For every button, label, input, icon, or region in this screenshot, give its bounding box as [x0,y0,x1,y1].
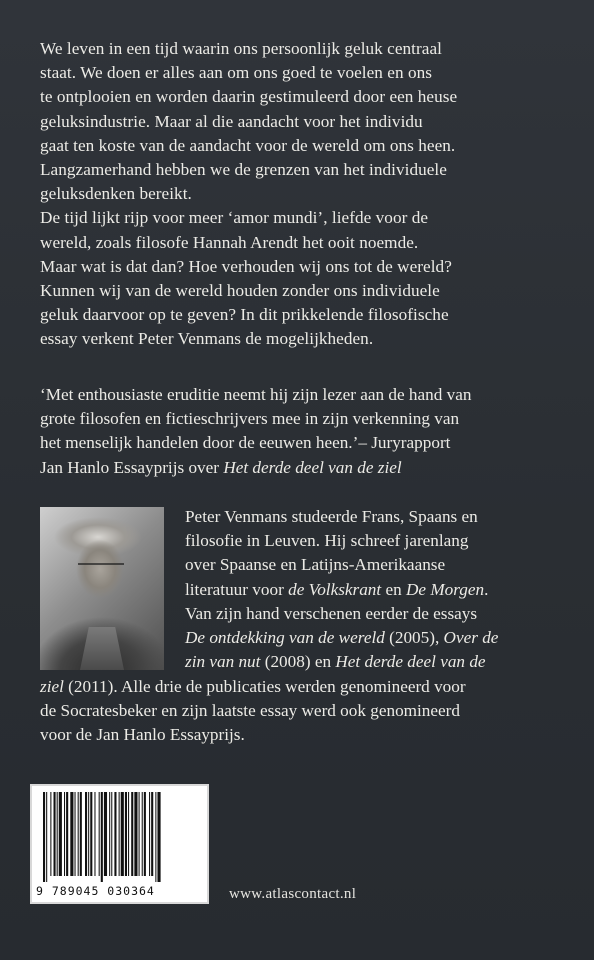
bio-text: (2011). Alle drie de publicaties werden genomineerd voor [63,677,466,696]
blurb-line: geluksdenken bereikt. [40,184,192,204]
bio-text: . [484,579,489,599]
author-photo-glasses [78,563,124,577]
blurb-line: Maar wat is dat dan? Hoe verhouden wij ons tot de wereld? [40,256,452,276]
blurb-line: gaat ten koste van de aandacht voor de wereld om ons heen. [40,135,456,155]
barcode-bar [119,792,120,876]
bio-line: filosofie in Leuven. Hij schreef jarenlang [185,531,469,551]
barcode-bar [99,792,100,876]
blurb-line: te ontplooien en worden daarin gestimuleerd door een heuse [40,87,458,107]
barcode-bar [75,792,76,876]
barcode-bar [155,792,156,882]
bio-text: literatuur voor [185,579,289,599]
newspaper-title: De Morgen [406,579,485,599]
barcode-bar [94,792,95,876]
blurb-text [40,37,570,352]
barcode-bar [59,792,62,876]
isbn-barcode [30,784,209,904]
barcode-bar [46,792,47,882]
barcode-bar [104,792,107,876]
bio-line [40,675,580,699]
barcode-bar [125,792,127,876]
quote-line: grote filosofen en fictieschrijvers mee in zijn verkenning van [40,409,460,429]
barcode-bar [111,792,112,876]
author-bio-continued [40,675,580,748]
essay-title: zin van nut [185,652,261,672]
barcode-bar [54,792,56,876]
barcode-bar [128,792,129,876]
barcode-bar [43,792,45,882]
jury-quote [40,383,570,480]
barcode-bar [57,792,58,876]
essay-title: De ontdekking van de wereld [185,628,385,648]
barcode-bar [80,792,82,876]
newspaper-title: de Volkskrant [288,579,382,599]
barcode-bar [134,792,137,876]
barcode-bar [85,792,87,876]
barcode-digits: 9 789045 030364 [36,884,155,898]
blurb-line: staat. We doen er alles aan om ons goed te voelen en ons [40,63,432,83]
bio-line: de Socratesbeker en zijn laatste essay werd ook genomineerd [40,701,460,721]
bio-line: Van zijn hand verschenen eerder de essays [185,603,478,623]
author-photo [40,507,164,670]
barcode-bar [109,792,110,876]
bio-line: Peter Venmans studeerde Frans, Spaans en [185,507,478,526]
author-photo-shirt [80,627,124,670]
barcode-bar [66,792,68,876]
quote-line: ‘Met enthousiaste eruditie neemt hij zijn lezer aan de hand van [40,385,472,404]
blurb-line: Langzamerhand hebben we de grenzen van het individuele [40,160,447,180]
bio-text: en [381,579,406,599]
quote-source: Jan Hanlo Essayprijs over [40,457,224,477]
barcode-bar [151,792,153,876]
barcode-bar [101,792,103,882]
essay-title: ziel [40,677,64,696]
blurb-line: geluksindustrie. Maar al die aandacht voor het individu [40,111,423,131]
blurb-line: Kunnen wij van de wereld houden zonder ons individuele [40,281,440,301]
bio-line [185,626,575,650]
quote-book-title: Het derde deel van de ziel [223,457,402,477]
bio-line: voor de Jan Hanlo Essayprijs. [40,725,245,745]
quote-line: het menselijk handelen door de eeuwen heen.’– Juryrapport [40,433,451,453]
barcode-bar [88,792,89,876]
bio-line [185,578,575,602]
blurb-line: wereld, zoals filosofe Hannah Arendt het ooit noemde. [40,232,419,252]
barcode-bar [142,792,143,876]
bio-line [185,650,575,674]
barcode-bar [90,792,92,876]
essay-title: Het derde deel van de [335,652,486,672]
essay-title: Over de [443,628,499,648]
bio-line: over Spaanse en Latijns-Amerikaanse [185,555,446,575]
author-bio [185,505,575,674]
barcode-bar [78,792,79,876]
publisher-website[interactable]: www.atlascontact.nl [229,886,357,902]
blurb-line: We leven in een tijd waarin ons persoonlijk geluk centraal [40,39,442,58]
quote-line [40,456,570,480]
barcode-bar [121,792,124,876]
barcode-bar [139,792,140,876]
barcode-bar [157,792,160,882]
barcode-bar [50,792,51,876]
barcode-bars [41,792,201,882]
barcode-bar [131,792,133,876]
barcode-bar [144,792,146,876]
bio-text: (2008) en [260,652,336,672]
barcode-bar [149,792,150,876]
blurb-line: De tijd lijkt rijp voor meer ‘amor mundi’, liefde voor de [40,208,429,228]
blurb-line: geluk daarvoor op te geven? In dit prikkelende filosofische [40,305,449,325]
barcode-bar [64,792,65,876]
blurb-line: essay verkent Peter Venmans de mogelijkheden. [40,329,374,349]
barcode-bar [70,792,73,876]
barcode-bar [114,792,116,876]
bio-text: (2005), [384,628,444,648]
